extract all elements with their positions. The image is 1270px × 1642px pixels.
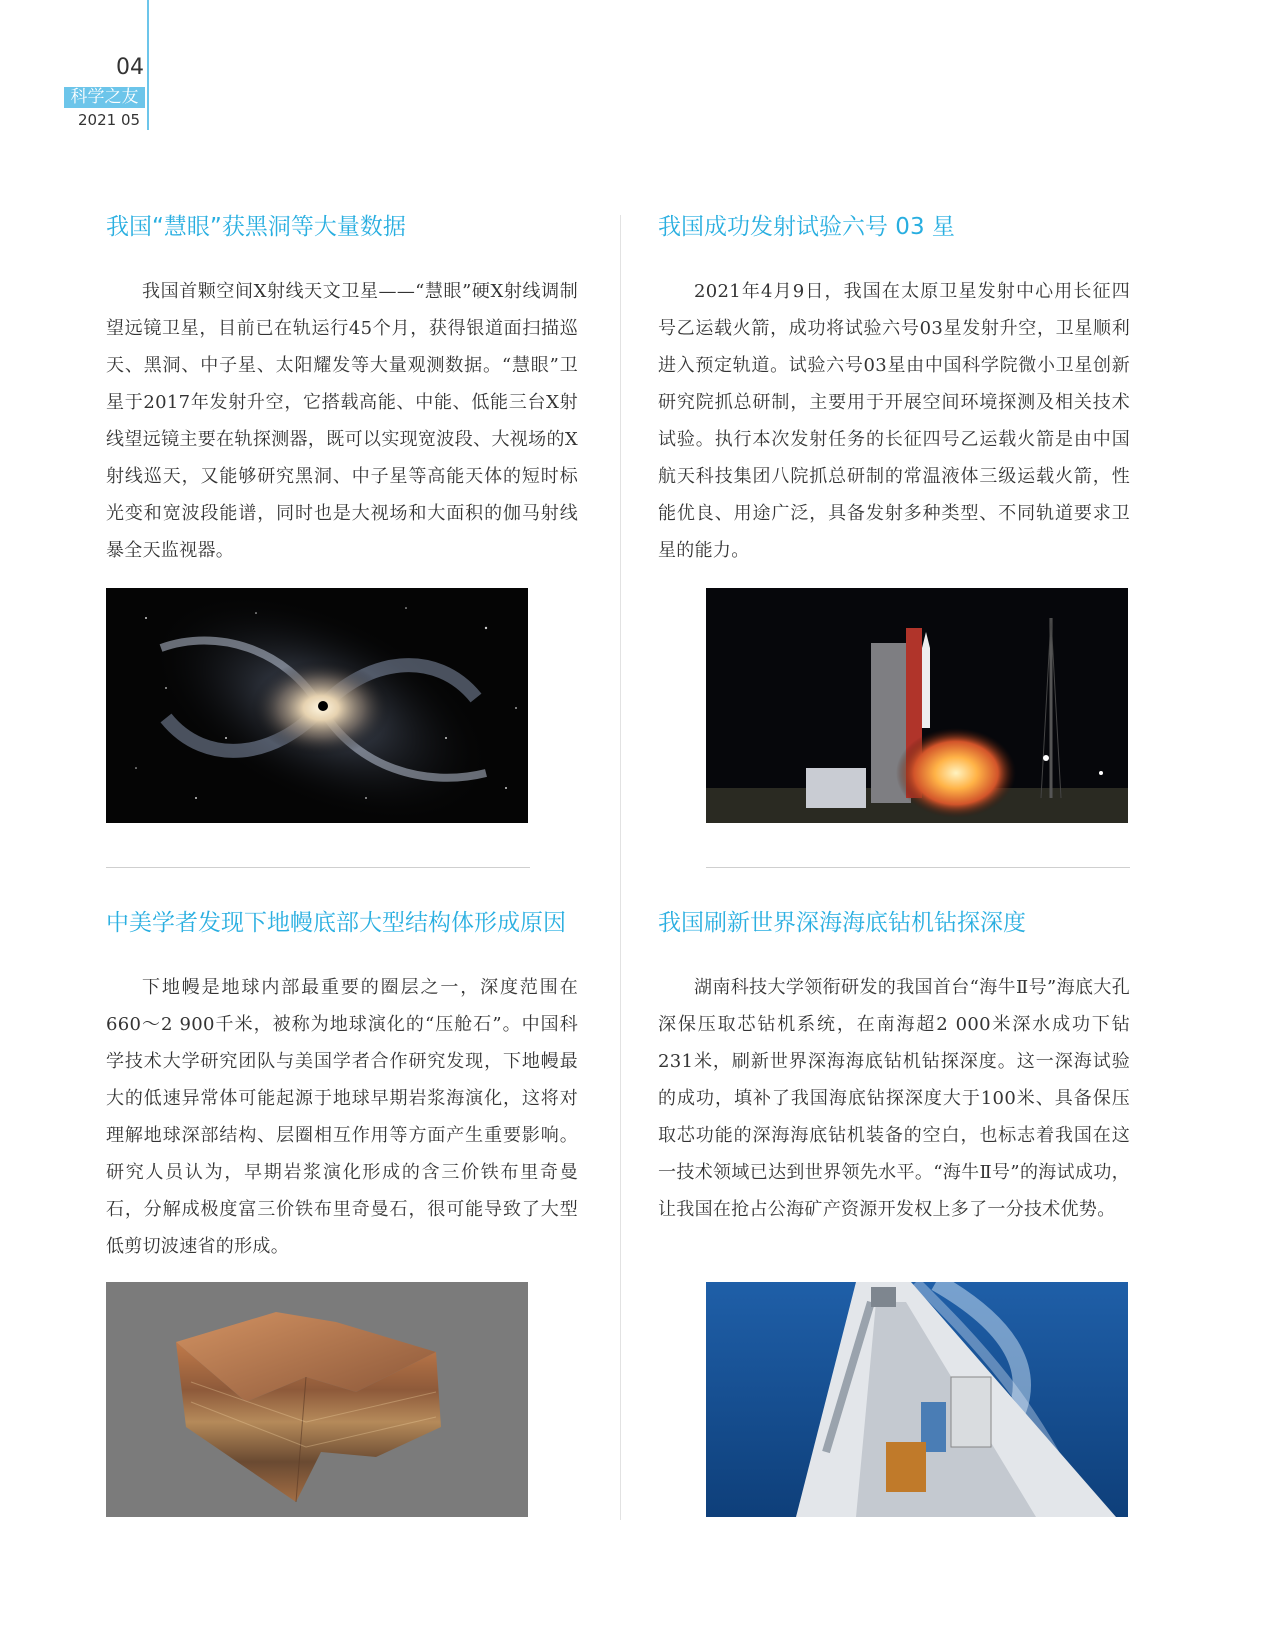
section-divider-left [106,867,530,868]
article-title: 我国成功发射试验六号 03 星 [658,214,955,240]
article-shiyan-6 [658,212,1130,569]
rocket-launch-image [706,588,1128,823]
article-hainiu-2 [658,908,1130,1228]
article-title: 我国刷新世界深海海底钻机钻探深度 [658,910,1026,936]
column-divider [620,215,621,1520]
research-ship-image [706,1282,1128,1517]
article-lower-mantle [106,908,578,1265]
section-divider-right [706,867,1130,868]
page-number: 04 [116,55,144,80]
galaxy-image [106,588,528,823]
issue-date: 2021 05 [78,111,141,129]
article-title: 我国“慧眼”获黑洞等大量数据 [106,214,406,240]
article-body: 下地幔是地球内部最重要的圈层之一，深度范围在660～2 900千米，被称为地球演化的“压舱石”。中国科学技术大学研究团队与美国学者合作研究发现，下地幔最大的低速异常体可能起源于地球早期岩浆海演化，这将对理解地球深部结构、层圈相互作用等方面产生重要影响。研究人员认为，早期岩浆演化形成的含三价铁布里奇曼石，分解成极度富三价铁布里奇曼石，很可能导致了大型低剪切波速省的形成。 [106,977,578,1257]
magazine-name: 科学之友 [64,87,145,108]
article-body: 2021年4月9日，我国在太原卫星发射中心用长征四号乙运载火箭，成功将试验六号03星发射升空，卫星顺利进入预定轨道。试验六号03星由中国科学院微小卫星创新研究院抓总研制，主要用于开展空间环境探测及相关技术试验。执行本次发射任务的长征四号乙运载火箭是由中国航天科技集团八院抓总研制的常温液体三级运载火箭，性能优良、用途广泛，具备发射多种类型、不同轨道要求卫星的能力。 [658,281,1130,561]
article-title: 中美学者发现下地幔底部大型结构体形成原因 [106,910,566,936]
article-huiyan [106,212,578,569]
header-rule [147,0,149,130]
article-body: 我国首颗空间X射线天文卫星——“慧眼”硬X射线调制望远镜卫星，目前已在轨运行45个月，获得银道面扫描巡天、黑洞、中子星、太阳耀发等大量观测数据。“慧眼”卫星于2017年发射升空，它搭载高能、中能、低能三台X射线望远镜主要在轨探测器，既可以实现宽波段、大视场的X射线巡天，又能够研究黑洞、中子星等高能天体的短时标光变和宽波段能谱，同时也是大视场和大面积的伽马射线暴全天监视器。 [106,281,578,561]
earth-structure-image [106,1282,528,1517]
article-body: 湖南科技大学领衔研发的我国首台“海牛Ⅱ号”海底大孔深保压取芯钻机系统，在南海超2 000米深水成功下钻231米，刷新世界深海海底钻机钻探深度。这一深海试验的成功，填补了我国海底钻探深度大于100米、具备保压取芯功能的深海海底钻机装备的空白，也标志着我国在这一技术领域已达到世界领先水平。“海牛Ⅱ号”的海试成功，让我国在抢占公海矿产资源开发权上多了一分技术优势。 [658,977,1130,1220]
